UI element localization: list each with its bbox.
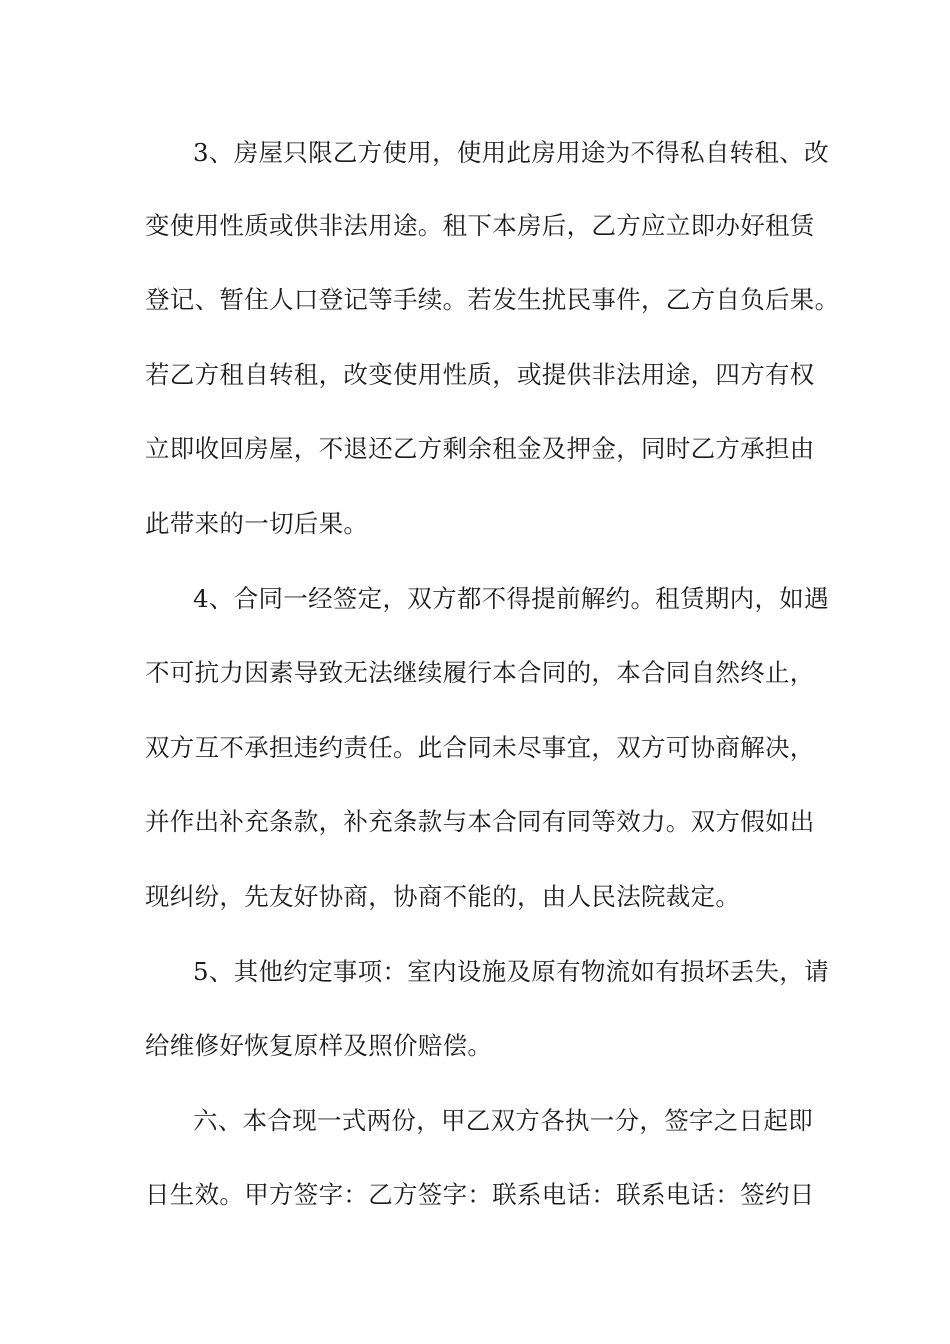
text-line: 立即收回房屋，不退还乙方剩余租金及押金，同时乙方承担由: [145, 434, 815, 463]
text-line: 六、本合现一式两份，甲乙双方各执一分，签字之日起即: [193, 1106, 813, 1135]
text-line: 变使用性质或供非法用途。租下本房后，乙方应立即办好租赁: [145, 211, 815, 240]
text-line: 现纠纷，先友好协商，协商不能的，由人民法院裁定。: [145, 882, 741, 911]
text-line: 登记、暂住人口登记等手续。若发生扰民事件，乙方自负后果。: [145, 285, 840, 314]
text-line: 日生效。甲方签字：乙方签字：联系电话：联系电话：签约日: [145, 1180, 815, 1209]
text-line: 若乙方租自转租，改变使用性质，或提供非法用途，四方有权: [145, 360, 815, 389]
text-line: 不可抗力因素导致无法继续履行本合同的，本合同自然终止，: [145, 658, 815, 687]
text-line: 3、房屋只限乙方使用，使用此房用途为不得私自转租、改: [193, 138, 829, 167]
text-line: 并作出补充条款，补充条款与本合同有同等效力。双方假如出: [145, 807, 815, 836]
text-line: 双方互不承担违约责任。此合同未尽事宜，双方可协商解决，: [145, 733, 815, 762]
text-line: 此带来的一切后果。: [145, 509, 369, 538]
text-line: 给维修好恢复原样及照价赔偿。: [145, 1031, 493, 1060]
text-line: 4、合同一经签定，双方都不得提前解约。租赁期内，如遇: [193, 584, 829, 613]
text-line: 5、其他约定事项：室内设施及原有物流如有损坏丢失，请: [193, 957, 829, 986]
